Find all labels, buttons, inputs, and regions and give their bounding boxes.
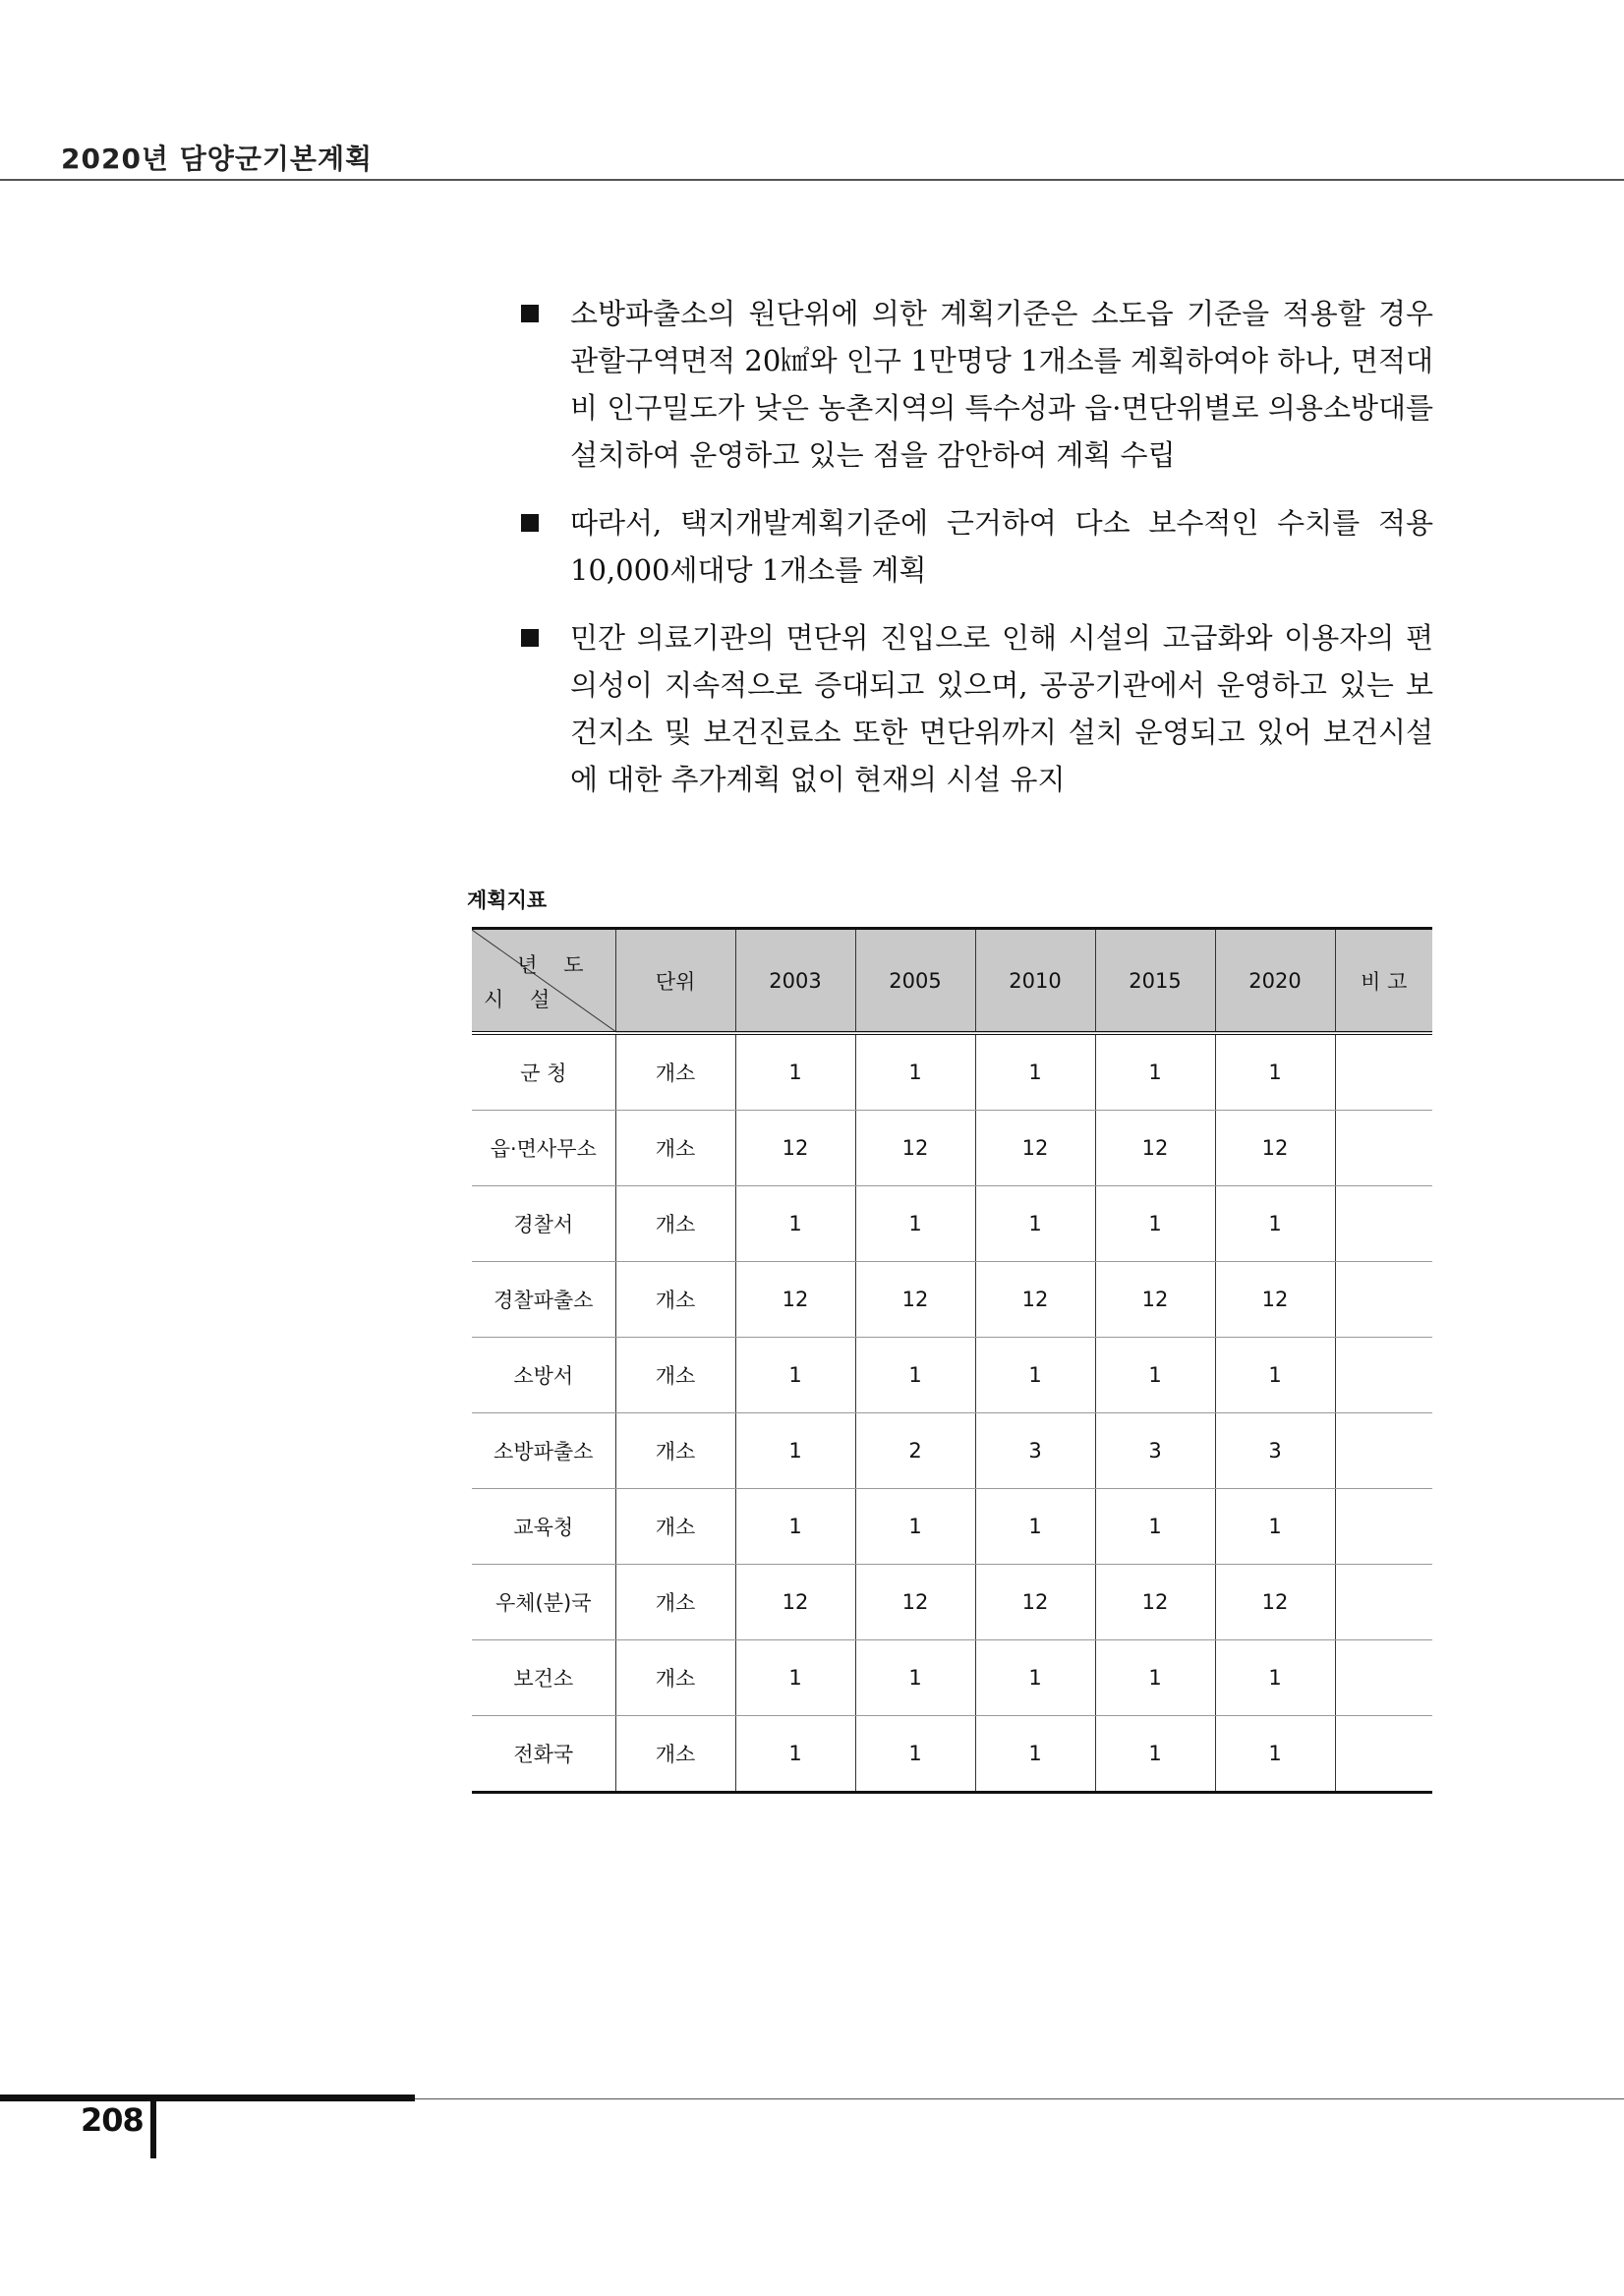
facility-header-label: 시 설 [484,988,560,1011]
bullet-text: 민간 의료기관의 면단위 진입으로 인해 시설의 고급화와 이용자의 편의성이 지속적으로 증대되고 있으며, 공공기관에서 운영하고 있는 보건지소 및 보건진료소 또한 면단위까지 설치 운영되고 있어 보건시설에 대한 추가계획 없이 현재의 시설 유지 [570,621,1433,796]
value-cell: 1 [1095,1716,1215,1793]
table-body [472,1033,1432,1793]
table-row [472,1640,1432,1716]
note-cell [1335,1489,1432,1565]
year-header: 2020 [1215,929,1335,1034]
footer-rule [415,2098,1624,2099]
value-cell: 1 [1095,1186,1215,1262]
facility-cell: 전화국 [472,1716,615,1793]
bullet-item [521,499,1433,594]
square-bullet-icon [521,305,539,322]
unit-cell: 개소 [615,1640,735,1716]
table-row [472,1262,1432,1338]
square-bullet-icon [521,514,539,532]
value-cell: 12 [975,1262,1095,1338]
value-cell: 1 [975,1338,1095,1413]
value-cell: 1 [1095,1489,1215,1565]
value-cell: 12 [855,1111,975,1186]
unit-cell: 개소 [615,1489,735,1565]
unit-header: 단위 [615,929,735,1034]
value-cell: 1 [855,1033,975,1111]
value-cell: 12 [1215,1565,1335,1640]
value-cell: 1 [735,1413,855,1489]
value-cell: 12 [855,1262,975,1338]
value-cell: 1 [855,1338,975,1413]
note-cell [1335,1033,1432,1111]
bullet-list [521,290,1433,824]
unit-cell: 개소 [615,1716,735,1793]
note-cell [1335,1186,1432,1262]
value-cell: 1 [975,1640,1095,1716]
value-cell: 12 [1215,1111,1335,1186]
facility-cell: 보건소 [472,1640,615,1716]
planning-indicator-table [472,927,1432,1794]
value-cell: 1 [855,1716,975,1793]
facility-cell: 읍·면사무소 [472,1111,615,1186]
bullet-text: 따라서, 택지개발계획기준에 근거하여 다소 보수적인 수치를 적용 10,000세대당 1개소를 계획 [570,506,1433,587]
table-header-row [472,929,1432,1034]
year-header-label: 년 도 [517,953,594,977]
value-cell: 1 [735,1716,855,1793]
value-cell: 1 [735,1338,855,1413]
unit-cell: 개소 [615,1033,735,1111]
facility-cell: 소방서 [472,1338,615,1413]
value-cell: 3 [975,1413,1095,1489]
value-cell: 1 [1215,1640,1335,1716]
unit-cell: 개소 [615,1111,735,1186]
facility-cell: 교육청 [472,1489,615,1565]
year-header: 2015 [1095,929,1215,1034]
year-header: 2005 [855,929,975,1034]
value-cell: 1 [1095,1338,1215,1413]
facility-cell: 경찰서 [472,1186,615,1262]
unit-cell: 개소 [615,1186,735,1262]
diagonal-divider [472,930,615,1031]
table-row [472,1338,1432,1413]
year-header: 2003 [735,929,855,1034]
value-cell: 1 [1215,1716,1335,1793]
value-cell: 12 [1095,1262,1215,1338]
footer-bar [0,2095,415,2101]
value-cell: 1 [1095,1640,1215,1716]
value-cell: 1 [735,1640,855,1716]
table-row [472,1413,1432,1489]
value-cell: 1 [735,1186,855,1262]
header-divider [0,179,1624,181]
header-title: 2020년 담양군기본계획 [61,143,374,175]
value-cell: 12 [1095,1111,1215,1186]
facility-cell: 군 청 [472,1033,615,1111]
page-number-bar [150,2101,156,2158]
note-cell [1335,1565,1432,1640]
table-caption: 계획지표 [467,889,548,912]
table-row [472,1033,1432,1111]
table-row [472,1489,1432,1565]
value-cell: 1 [1215,1338,1335,1413]
value-cell: 1 [975,1489,1095,1565]
note-cell [1335,1716,1432,1793]
table-row [472,1111,1432,1186]
bullet-item [521,290,1433,479]
facility-cell: 경찰파출소 [472,1262,615,1338]
value-cell: 12 [855,1565,975,1640]
value-cell: 1 [975,1186,1095,1262]
unit-cell: 개소 [615,1413,735,1489]
value-cell: 1 [975,1033,1095,1111]
page-number: 208 [81,2101,144,2139]
value-cell: 12 [975,1111,1095,1186]
facility-cell: 소방파출소 [472,1413,615,1489]
facility-cell: 우체(분)국 [472,1565,615,1640]
value-cell: 3 [1095,1413,1215,1489]
square-bullet-icon [521,629,539,647]
note-cell [1335,1640,1432,1716]
value-cell: 12 [1215,1262,1335,1338]
value-cell: 1 [855,1489,975,1565]
note-cell [1335,1111,1432,1186]
value-cell: 12 [1095,1565,1215,1640]
value-cell: 1 [975,1716,1095,1793]
value-cell: 12 [735,1262,855,1338]
value-cell: 1 [1215,1186,1335,1262]
year-header: 2010 [975,929,1095,1034]
value-cell: 1 [855,1640,975,1716]
value-cell: 12 [735,1565,855,1640]
table-row [472,1186,1432,1262]
value-cell: 1 [1095,1033,1215,1111]
value-cell: 1 [1215,1489,1335,1565]
unit-cell: 개소 [615,1338,735,1413]
corner-header-cell [472,929,615,1034]
table-row [472,1716,1432,1793]
note-header: 비 고 [1335,929,1432,1034]
value-cell: 1 [1215,1033,1335,1111]
note-cell [1335,1413,1432,1489]
value-cell: 12 [735,1111,855,1186]
unit-cell: 개소 [615,1262,735,1338]
value-cell: 3 [1215,1413,1335,1489]
value-cell: 1 [735,1033,855,1111]
value-cell: 1 [735,1489,855,1565]
table-row [472,1565,1432,1640]
bullet-item [521,614,1433,803]
unit-cell: 개소 [615,1565,735,1640]
note-cell [1335,1338,1432,1413]
value-cell: 2 [855,1413,975,1489]
value-cell: 1 [855,1186,975,1262]
bullet-text: 소방파출소의 원단위에 의한 계획기준은 소도읍 기준을 적용할 경우 관할구역면적 20㎢와 인구 1만명당 1개소를 계획하여야 하나, 면적대비 인구밀도가 낮은 농촌지역의 특수성과 읍·면단위별로 의용소방대를 설치하여 운영하고 있는 점을 감안하여 계획 수립 [570,297,1433,472]
note-cell [1335,1262,1432,1338]
value-cell: 12 [975,1565,1095,1640]
